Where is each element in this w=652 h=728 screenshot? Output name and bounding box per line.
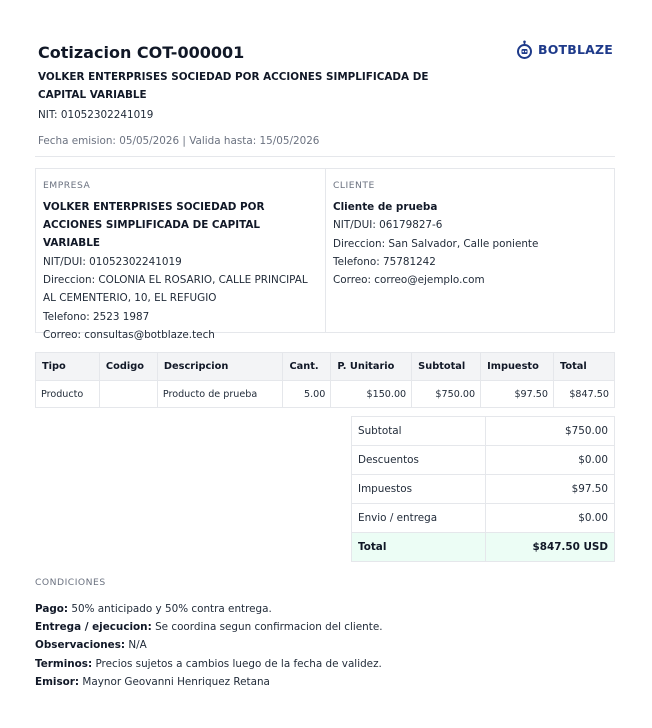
condition-terminos — [35, 655, 615, 673]
cliente-email: Correo: correo@ejemplo.com — [333, 274, 485, 287]
totals-label: Subtotal — [352, 417, 486, 446]
logo-text: BOTBLAZE — [538, 42, 614, 57]
cliente-address: Direccion: San Salvador, Calle poniente — [333, 237, 539, 250]
cell-codigo — [99, 381, 157, 408]
document-title: Cotizacion COT-000001 — [38, 43, 245, 62]
condition-emisor — [35, 673, 615, 691]
grand-total-label: Total — [352, 533, 486, 562]
items-table — [35, 352, 615, 408]
empresa-address: Direccion: COLONIA EL ROSARIO, CALLE PRINCIPAL AL CEMENTERIO, 10, EL REFUGIO — [43, 273, 308, 305]
cell-impuesto: $97.50 — [481, 381, 554, 408]
condition-value: Se coordina segun confirmacion del cliente. — [155, 621, 383, 634]
totals-table — [351, 416, 615, 562]
empresa-nit: NIT/DUI: 01052302241019 — [43, 255, 182, 268]
totals-row-subtotal — [352, 417, 615, 446]
empresa-phone: Telefono: 2523 1987 — [43, 310, 150, 323]
empresa-label: EMPRESA — [43, 180, 91, 191]
condition-key: Observaciones: — [35, 639, 126, 652]
column-header: Cant. — [283, 353, 331, 381]
empresa-email: Correo: consultas@botblaze.tech — [43, 328, 215, 341]
cliente-nit: NIT/DUI: 06179827-6 — [333, 219, 443, 232]
empresa-name: VOLKER ENTERPRISES SOCIEDAD POR ACCIONES SIMPLIFICADA DE CAPITAL VARIABLE — [43, 201, 265, 250]
totals-value: $0.00 — [485, 446, 614, 475]
table-row — [36, 381, 615, 408]
cell-tipo: Producto — [36, 381, 100, 408]
cell-descripcion: Producto de prueba — [157, 381, 283, 408]
condition-entrega — [35, 618, 615, 636]
column-header: Codigo — [99, 353, 157, 381]
issuer-nit: NIT: 01052302241019 — [38, 109, 154, 121]
condition-key: Emisor: — [35, 675, 80, 688]
totals-label: Impuestos — [352, 475, 486, 504]
totals-value: $97.50 — [485, 475, 614, 504]
column-header: Total — [554, 353, 615, 381]
grand-total-row — [352, 533, 615, 562]
header-divider — [35, 156, 615, 157]
column-header: Tipo — [36, 353, 100, 381]
condition-value: 50% anticipado y 50% contra entrega. — [71, 603, 272, 615]
cliente-section — [325, 169, 614, 332]
totals-label: Envio / entrega — [352, 504, 486, 533]
column-header: P. Unitario — [331, 353, 412, 381]
column-header: Subtotal — [412, 353, 481, 381]
grand-total-value: $847.50 USD — [485, 533, 614, 562]
column-header: Impuesto — [481, 353, 554, 381]
brand-logo — [516, 40, 613, 59]
conditions-section — [35, 577, 615, 691]
condition-value: Precios sujetos a cambios luego de la fecha de validez. — [95, 657, 382, 670]
robot-head-icon — [516, 40, 533, 59]
items-header-row — [36, 353, 615, 381]
totals-row-descuentos — [352, 446, 615, 475]
totals-row-envio — [352, 504, 615, 533]
column-header: Descripcion — [157, 353, 283, 381]
cell-precio-unitario: $150.00 — [331, 381, 412, 408]
cliente-phone: Telefono: 75781242 — [333, 255, 436, 268]
cell-subtotal: $750.00 — [412, 381, 481, 408]
cliente-label: CLIENTE — [333, 180, 375, 191]
condition-value: Maynor Geovanni Henriquez Retana — [82, 675, 270, 688]
condition-key: Pago: — [35, 603, 69, 615]
cell-total: $847.50 — [554, 381, 615, 408]
condition-key: Entrega / ejecucion: — [35, 621, 152, 634]
document-dates: Fecha emision: 05/05/2026 | Valida hasta: 15/05/2026 — [38, 135, 320, 147]
totals-value: $750.00 — [485, 417, 614, 446]
cliente-name: Cliente de prueba — [333, 201, 438, 213]
totals-row-impuestos — [352, 475, 615, 504]
totals-label: Descuentos — [352, 446, 486, 475]
conditions-label: CONDICIONES — [35, 577, 106, 588]
condition-value: N/A — [128, 639, 147, 652]
cell-cantidad: 5.00 — [283, 381, 331, 408]
condition-pago — [35, 600, 615, 618]
condition-key: Terminos: — [35, 657, 93, 670]
condition-observaciones — [35, 636, 615, 654]
totals-value: $0.00 — [485, 504, 614, 533]
empresa-section — [36, 169, 325, 341]
parties-box — [35, 168, 615, 341]
issuer-name: VOLKER ENTERPRISES SOCIEDAD POR ACCIONES SIMPLIFICADA DE CAPITAL VARIABLE — [38, 71, 429, 101]
